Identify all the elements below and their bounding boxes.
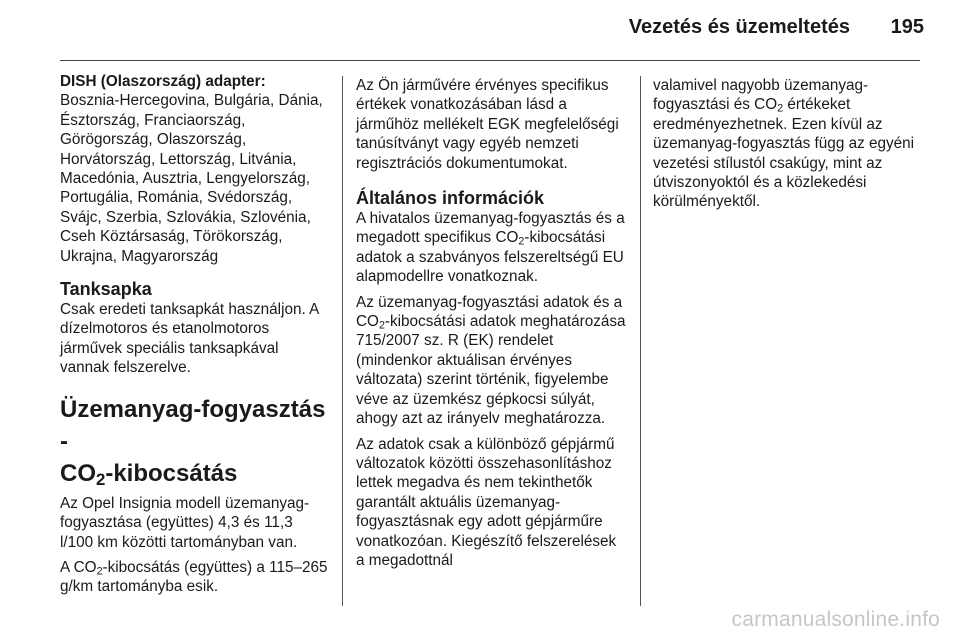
general-p2-sub: 2 [378,319,385,332]
fuel-text-2-b: -kibocsátás (együttes) a 115–265 g/km tartományba esik. [60,558,328,596]
fuel-heading-co: CO [60,459,96,487]
watermark: carmanualsonline.info [731,608,940,631]
tanksapka-heading: Tanksapka [60,279,152,300]
dish-label: DISH (Olaszország) adapter: [60,73,266,90]
continuation-a: valamivel nagyobb üzemanyag-fogyasztási és CO [653,77,869,114]
tanksapka-text: Csak eredeti tanksapkát használjon. A dízelmotoros és etanolmotoros járművek speciális tanksapkával vannak felszerelve. [60,301,319,377]
general-p1-b: -kibocsátási adatok a szabványos felszereltségű EU alapmodellre vonatkoznak. [356,229,624,286]
general-p1-sub: 2 [518,236,525,249]
column-divider-1 [342,76,343,606]
general-p2-a: Az üzemanyag-fogyasztási adatok és a CO [356,293,623,331]
fuel-text-2 [60,558,330,597]
general-info-heading: Általános információk [356,188,545,209]
fuel-text-1: Az Opel Insignia modell üzemanyag-fogyasztása (együttes) 4,3 és 11,3 l/100 km közötti tartományban van. [60,494,310,551]
column-3 [653,76,923,218]
fuel-consumption-heading [60,394,330,490]
dish-country-list: Bosznia-Hercegovina, Bulgária, Dánia, Észtország, Franciaország, Görögország, Olaszország, Horvátország, Lettország, Litvánia, Macedónia, Ausztria, Lengyelország, Portugália, Románia, Svédország, Svájc, Szerbia, Szlovákia, Szlovénia, Cseh Köztársaság, Törökország, Ukrajna, Magyarország [60,92,323,265]
general-p2 [356,293,628,429]
certificate-intro: Az Ön járművére érvényes specifikus értékek vonatkozásában lásd a járműhöz mellékelt EGK megfelelőségi tanúsítványt vagy egyéb nemzeti regisztrációs dokumentumokat. [356,77,619,172]
fuel-heading-rest: -kibocsátás [105,459,238,487]
fuel-heading-line1: Üzemanyag-fogyasztás - [60,395,326,455]
general-p1 [356,209,628,287]
column-divider-2 [640,76,641,606]
fuel-text-2-a: A CO [60,558,97,576]
general-p1-a: A hivatalos üzemanyag-fogyasztás és a megadott specifikus CO [356,210,625,247]
general-p3: Az adatok csak a különböző gépjármű változatok közötti összehasonlításhoz lettek megadva és nem tekinthetők garantált aktuális üzemanyag-fogyasztásnak egy adott gépjárműre vonatkozóan. Kiegészítő felszerelések a megadottnál [356,435,617,569]
continuation-sub: 2 [777,103,784,116]
fuel-text-2-sub: 2 [96,565,103,578]
fuel-heading-sub: 2 [96,469,106,489]
continuation-text [653,76,923,212]
continuation-b: értékeket eredményezhetnek. Ezen kívül az üzemanyag-fogyasztás függ az egyéni vezetési stílustól csakúgy, mint az útviszonyoktól és a közlekedési körülményektől. [653,96,915,211]
column-2 [356,76,628,576]
header-rule [60,60,920,61]
page-header-title: Vezetés és üzemeltetés [628,16,850,38]
column-1 [60,72,330,603]
general-p2-b: -kibocsátási adatok meghatározása 715/2007 sz. R (EK) rendelet (mindenkor aktuálisan érvényes változata) szerint történik, figyelembe véve az üzemkész gépkocsi súlyát, ahogy azt az irányelv meghatározza. [356,313,626,428]
page-number: 195 [890,16,924,38]
